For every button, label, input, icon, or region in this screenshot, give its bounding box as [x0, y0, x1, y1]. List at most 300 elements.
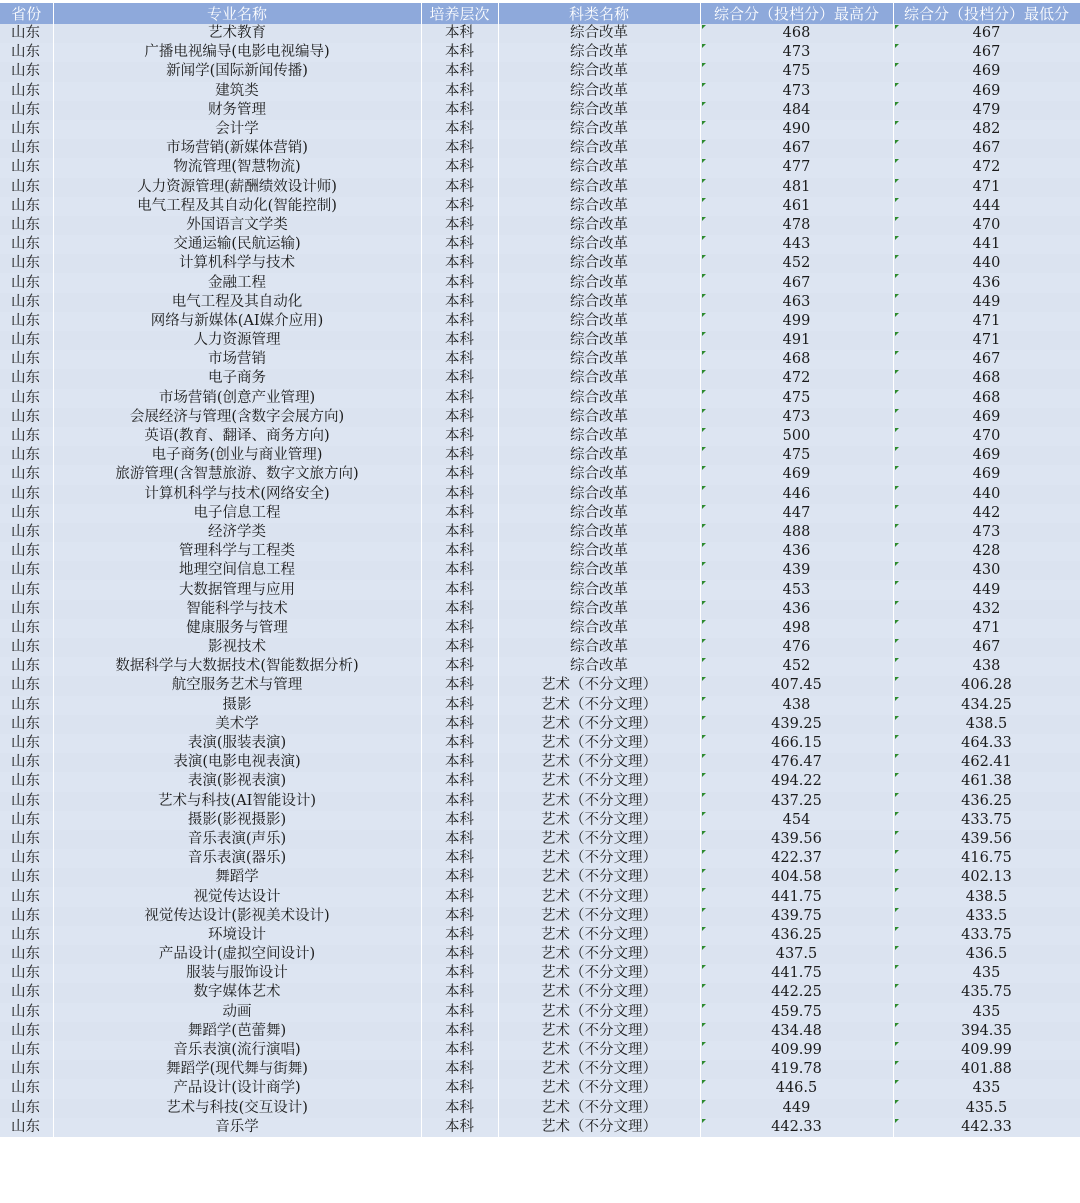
cell-major[interactable]: 环境设计	[53, 926, 421, 945]
cell-category[interactable]: 综合改革	[498, 293, 700, 312]
cell-level[interactable]: 本科	[421, 945, 498, 964]
cell-category[interactable]: 综合改革	[498, 369, 700, 388]
cell-category[interactable]: 艺术（不分文理）	[498, 926, 700, 945]
cell-major[interactable]: 计算机科学与技术	[53, 254, 421, 273]
cell-level[interactable]: 本科	[421, 638, 498, 657]
cell-major[interactable]: 摄影(影视摄影)	[53, 811, 421, 830]
cell-max-score[interactable]: 467	[700, 273, 893, 292]
cell-max-score[interactable]: 441.75	[700, 964, 893, 983]
cell-province[interactable]: 山东	[0, 945, 53, 964]
cell-category[interactable]: 综合改革	[498, 235, 700, 254]
cell-province[interactable]: 山东	[0, 446, 53, 465]
cell-category[interactable]: 艺术（不分文理）	[498, 792, 700, 811]
cell-level[interactable]: 本科	[421, 254, 498, 273]
cell-province[interactable]: 山东	[0, 830, 53, 849]
cell-major[interactable]: 摄影	[53, 696, 421, 715]
cell-level[interactable]: 本科	[421, 43, 498, 62]
cell-max-score[interactable]: 488	[700, 523, 893, 542]
cell-max-score[interactable]: 466.15	[700, 734, 893, 753]
cell-level[interactable]: 本科	[421, 465, 498, 484]
cell-category[interactable]: 艺术（不分文理）	[498, 945, 700, 964]
cell-category[interactable]: 艺术（不分文理）	[498, 1060, 700, 1079]
cell-min-score[interactable]: 436.5	[893, 945, 1080, 964]
cell-level[interactable]: 本科	[421, 964, 498, 983]
cell-category[interactable]: 艺术（不分文理）	[498, 1041, 700, 1060]
cell-category[interactable]: 艺术（不分文理）	[498, 1099, 700, 1118]
cell-min-score[interactable]: 402.13	[893, 868, 1080, 887]
cell-major[interactable]: 电子信息工程	[53, 504, 421, 523]
cell-level[interactable]: 本科	[421, 715, 498, 734]
cell-major[interactable]: 市场营销(创意产业管理)	[53, 389, 421, 408]
cell-level[interactable]: 本科	[421, 983, 498, 1002]
cell-level[interactable]: 本科	[421, 504, 498, 523]
cell-min-score[interactable]: 467	[893, 350, 1080, 369]
cell-major[interactable]: 物流管理(智慧物流)	[53, 158, 421, 177]
cell-category[interactable]: 艺术（不分文理）	[498, 964, 700, 983]
cell-category[interactable]: 综合改革	[498, 638, 700, 657]
cell-level[interactable]: 本科	[421, 561, 498, 580]
cell-major[interactable]: 数字媒体艺术	[53, 983, 421, 1002]
cell-category[interactable]: 艺术（不分文理）	[498, 715, 700, 734]
cell-province[interactable]: 山东	[0, 235, 53, 254]
cell-category[interactable]: 综合改革	[498, 389, 700, 408]
cell-min-score[interactable]: 438	[893, 657, 1080, 676]
cell-province[interactable]: 山东	[0, 1099, 53, 1118]
cell-max-score[interactable]: 409.99	[700, 1041, 893, 1060]
header-level[interactable]: 培养层次	[421, 3, 498, 24]
cell-province[interactable]: 山东	[0, 178, 53, 197]
cell-min-score[interactable]: 470	[893, 216, 1080, 235]
cell-max-score[interactable]: 459.75	[700, 1003, 893, 1022]
cell-min-score[interactable]: 469	[893, 465, 1080, 484]
cell-major[interactable]: 数据科学与大数据技术(智能数据分析)	[53, 657, 421, 676]
cell-max-score[interactable]: 475	[700, 62, 893, 81]
cell-province[interactable]: 山东	[0, 772, 53, 791]
cell-province[interactable]: 山东	[0, 638, 53, 657]
cell-category[interactable]: 综合改革	[498, 62, 700, 81]
cell-min-score[interactable]: 416.75	[893, 849, 1080, 868]
cell-major[interactable]: 艺术与科技(交互设计)	[53, 1099, 421, 1118]
cell-major[interactable]: 电子商务	[53, 369, 421, 388]
cell-min-score[interactable]: 394.35	[893, 1022, 1080, 1041]
cell-max-score[interactable]: 475	[700, 446, 893, 465]
cell-level[interactable]: 本科	[421, 408, 498, 427]
cell-max-score[interactable]: 436.25	[700, 926, 893, 945]
cell-major[interactable]: 影视技术	[53, 638, 421, 657]
cell-category[interactable]: 综合改革	[498, 24, 700, 43]
cell-level[interactable]: 本科	[421, 1022, 498, 1041]
cell-min-score[interactable]: 432	[893, 600, 1080, 619]
cell-category[interactable]: 综合改革	[498, 216, 700, 235]
cell-min-score[interactable]: 464.33	[893, 734, 1080, 753]
cell-min-score[interactable]: 440	[893, 254, 1080, 273]
cell-level[interactable]: 本科	[421, 542, 498, 561]
cell-max-score[interactable]: 422.37	[700, 849, 893, 868]
cell-min-score[interactable]: 435	[893, 964, 1080, 983]
cell-province[interactable]: 山东	[0, 408, 53, 427]
cell-level[interactable]: 本科	[421, 734, 498, 753]
cell-province[interactable]: 山东	[0, 504, 53, 523]
cell-province[interactable]: 山东	[0, 216, 53, 235]
cell-level[interactable]: 本科	[421, 1118, 498, 1137]
cell-level[interactable]: 本科	[421, 158, 498, 177]
cell-level[interactable]: 本科	[421, 1041, 498, 1060]
cell-major[interactable]: 新闻学(国际新闻传播)	[53, 62, 421, 81]
cell-max-score[interactable]: 439.56	[700, 830, 893, 849]
cell-min-score[interactable]: 467	[893, 24, 1080, 43]
cell-major[interactable]: 艺术教育	[53, 24, 421, 43]
cell-level[interactable]: 本科	[421, 868, 498, 887]
cell-level[interactable]: 本科	[421, 293, 498, 312]
cell-category[interactable]: 艺术（不分文理）	[498, 772, 700, 791]
cell-category[interactable]: 艺术（不分文理）	[498, 1118, 700, 1137]
cell-min-score[interactable]: 471	[893, 619, 1080, 638]
cell-major[interactable]: 电子商务(创业与商业管理)	[53, 446, 421, 465]
cell-province[interactable]: 山东	[0, 485, 53, 504]
cell-min-score[interactable]: 430	[893, 561, 1080, 580]
cell-province[interactable]: 山东	[0, 62, 53, 81]
cell-major[interactable]: 视觉传达设计	[53, 887, 421, 906]
cell-min-score[interactable]: 479	[893, 101, 1080, 120]
cell-province[interactable]: 山东	[0, 926, 53, 945]
cell-major[interactable]: 大数据管理与应用	[53, 580, 421, 599]
header-province[interactable]: 省份	[0, 3, 53, 24]
cell-province[interactable]: 山东	[0, 1003, 53, 1022]
cell-level[interactable]: 本科	[421, 273, 498, 292]
cell-max-score[interactable]: 438	[700, 696, 893, 715]
cell-province[interactable]: 山东	[0, 254, 53, 273]
cell-category[interactable]: 综合改革	[498, 561, 700, 580]
cell-min-score[interactable]: 433.5	[893, 907, 1080, 926]
cell-province[interactable]: 山东	[0, 849, 53, 868]
cell-major[interactable]: 交通运输(民航运输)	[53, 235, 421, 254]
cell-province[interactable]: 山东	[0, 561, 53, 580]
cell-level[interactable]: 本科	[421, 331, 498, 350]
cell-max-score[interactable]: 439.25	[700, 715, 893, 734]
cell-major[interactable]: 会计学	[53, 120, 421, 139]
cell-category[interactable]: 综合改革	[498, 254, 700, 273]
cell-min-score[interactable]: 401.88	[893, 1060, 1080, 1079]
cell-major[interactable]: 市场营销(新媒体营销)	[53, 139, 421, 158]
cell-province[interactable]: 山东	[0, 964, 53, 983]
cell-level[interactable]: 本科	[421, 849, 498, 868]
cell-category[interactable]: 艺术（不分文理）	[498, 676, 700, 695]
cell-major[interactable]: 人力资源管理	[53, 331, 421, 350]
cell-max-score[interactable]: 478	[700, 216, 893, 235]
cell-category[interactable]: 综合改革	[498, 523, 700, 542]
cell-min-score[interactable]: 472	[893, 158, 1080, 177]
cell-province[interactable]: 山东	[0, 158, 53, 177]
cell-category[interactable]: 综合改革	[498, 619, 700, 638]
cell-province[interactable]: 山东	[0, 1060, 53, 1079]
cell-province[interactable]: 山东	[0, 542, 53, 561]
cell-min-score[interactable]: 471	[893, 178, 1080, 197]
cell-level[interactable]: 本科	[421, 120, 498, 139]
cell-major[interactable]: 会展经济与管理(含数字会展方向)	[53, 408, 421, 427]
cell-max-score[interactable]: 443	[700, 235, 893, 254]
cell-province[interactable]: 山东	[0, 983, 53, 1002]
cell-max-score[interactable]: 449	[700, 1099, 893, 1118]
cell-province[interactable]: 山东	[0, 101, 53, 120]
header-category[interactable]: 科类名称	[498, 3, 700, 24]
cell-max-score[interactable]: 404.58	[700, 868, 893, 887]
cell-category[interactable]: 综合改革	[498, 446, 700, 465]
cell-max-score[interactable]: 447	[700, 504, 893, 523]
cell-level[interactable]: 本科	[421, 369, 498, 388]
cell-category[interactable]: 综合改革	[498, 82, 700, 101]
cell-level[interactable]: 本科	[421, 811, 498, 830]
cell-category[interactable]: 综合改革	[498, 485, 700, 504]
cell-max-score[interactable]: 446	[700, 485, 893, 504]
cell-max-score[interactable]: 453	[700, 580, 893, 599]
cell-max-score[interactable]: 476.47	[700, 753, 893, 772]
cell-max-score[interactable]: 407.45	[700, 676, 893, 695]
cell-level[interactable]: 本科	[421, 887, 498, 906]
cell-level[interactable]: 本科	[421, 926, 498, 945]
cell-min-score[interactable]: 435.75	[893, 983, 1080, 1002]
cell-level[interactable]: 本科	[421, 62, 498, 81]
cell-province[interactable]: 山东	[0, 24, 53, 43]
header-max-score[interactable]: 综合分（投档分）最高分	[700, 3, 893, 24]
cell-major[interactable]: 表演(服装表演)	[53, 734, 421, 753]
cell-max-score[interactable]: 468	[700, 24, 893, 43]
cell-min-score[interactable]: 468	[893, 369, 1080, 388]
cell-major[interactable]: 英语(教育、翻译、商务方向)	[53, 427, 421, 446]
cell-province[interactable]: 山东	[0, 139, 53, 158]
cell-max-score[interactable]: 481	[700, 178, 893, 197]
cell-province[interactable]: 山东	[0, 1079, 53, 1098]
cell-major[interactable]: 产品设计(虚拟空间设计)	[53, 945, 421, 964]
cell-category[interactable]: 综合改革	[498, 408, 700, 427]
cell-level[interactable]: 本科	[421, 427, 498, 446]
cell-level[interactable]: 本科	[421, 600, 498, 619]
cell-major[interactable]: 旅游管理(含智慧旅游、数字文旅方向)	[53, 465, 421, 484]
header-min-score[interactable]: 综合分（投档分）最低分	[893, 3, 1080, 24]
cell-min-score[interactable]: 467	[893, 43, 1080, 62]
cell-min-score[interactable]: 436	[893, 273, 1080, 292]
cell-level[interactable]: 本科	[421, 101, 498, 120]
cell-major[interactable]: 表演(影视表演)	[53, 772, 421, 791]
cell-category[interactable]: 艺术（不分文理）	[498, 887, 700, 906]
cell-category[interactable]: 综合改革	[498, 158, 700, 177]
cell-province[interactable]: 山东	[0, 82, 53, 101]
cell-province[interactable]: 山东	[0, 197, 53, 216]
header-major[interactable]: 专业名称	[53, 3, 421, 24]
cell-category[interactable]: 综合改革	[498, 312, 700, 331]
cell-province[interactable]: 山东	[0, 676, 53, 695]
cell-level[interactable]: 本科	[421, 907, 498, 926]
cell-major[interactable]: 音乐表演(器乐)	[53, 849, 421, 868]
cell-major[interactable]: 财务管理	[53, 101, 421, 120]
cell-province[interactable]: 山东	[0, 389, 53, 408]
cell-category[interactable]: 艺术（不分文理）	[498, 753, 700, 772]
cell-major[interactable]: 市场营销	[53, 350, 421, 369]
cell-major[interactable]: 管理科学与工程类	[53, 542, 421, 561]
cell-max-score[interactable]: 473	[700, 82, 893, 101]
cell-major[interactable]: 建筑类	[53, 82, 421, 101]
cell-major[interactable]: 音乐表演(声乐)	[53, 830, 421, 849]
cell-max-score[interactable]: 468	[700, 350, 893, 369]
cell-level[interactable]: 本科	[421, 657, 498, 676]
cell-max-score[interactable]: 463	[700, 293, 893, 312]
cell-min-score[interactable]: 442	[893, 504, 1080, 523]
cell-major[interactable]: 健康服务与管理	[53, 619, 421, 638]
cell-major[interactable]: 表演(电影电视表演)	[53, 753, 421, 772]
cell-min-score[interactable]: 462.41	[893, 753, 1080, 772]
cell-max-score[interactable]: 437.25	[700, 792, 893, 811]
cell-level[interactable]: 本科	[421, 446, 498, 465]
cell-max-score[interactable]: 461	[700, 197, 893, 216]
cell-max-score[interactable]: 475	[700, 389, 893, 408]
cell-level[interactable]: 本科	[421, 619, 498, 638]
cell-max-score[interactable]: 490	[700, 120, 893, 139]
cell-level[interactable]: 本科	[421, 1060, 498, 1079]
cell-min-score[interactable]: 439.56	[893, 830, 1080, 849]
cell-category[interactable]: 艺术（不分文理）	[498, 734, 700, 753]
cell-major[interactable]: 金融工程	[53, 273, 421, 292]
cell-min-score[interactable]: 428	[893, 542, 1080, 561]
cell-max-score[interactable]: 446.5	[700, 1079, 893, 1098]
cell-min-score[interactable]: 409.99	[893, 1041, 1080, 1060]
cell-major[interactable]: 智能科学与技术	[53, 600, 421, 619]
cell-level[interactable]: 本科	[421, 312, 498, 331]
cell-max-score[interactable]: 494.22	[700, 772, 893, 791]
cell-max-score[interactable]: 439.75	[700, 907, 893, 926]
cell-max-score[interactable]: 467	[700, 139, 893, 158]
cell-min-score[interactable]: 471	[893, 331, 1080, 350]
cell-min-score[interactable]: 406.28	[893, 676, 1080, 695]
cell-max-score[interactable]: 500	[700, 427, 893, 446]
cell-province[interactable]: 山东	[0, 331, 53, 350]
cell-major[interactable]: 地理空间信息工程	[53, 561, 421, 580]
cell-min-score[interactable]: 449	[893, 293, 1080, 312]
cell-province[interactable]: 山东	[0, 734, 53, 753]
cell-level[interactable]: 本科	[421, 197, 498, 216]
cell-category[interactable]: 综合改革	[498, 350, 700, 369]
cell-min-score[interactable]: 435	[893, 1079, 1080, 1098]
cell-category[interactable]: 综合改革	[498, 657, 700, 676]
cell-province[interactable]: 山东	[0, 657, 53, 676]
cell-province[interactable]: 山东	[0, 465, 53, 484]
cell-max-score[interactable]: 469	[700, 465, 893, 484]
cell-category[interactable]: 艺术（不分文理）	[498, 983, 700, 1002]
cell-max-score[interactable]: 436	[700, 600, 893, 619]
cell-major[interactable]: 计算机科学与技术(网络安全)	[53, 485, 421, 504]
cell-province[interactable]: 山东	[0, 696, 53, 715]
cell-min-score[interactable]: 461.38	[893, 772, 1080, 791]
cell-min-score[interactable]: 440	[893, 485, 1080, 504]
cell-province[interactable]: 山东	[0, 1041, 53, 1060]
cell-min-score[interactable]: 436.25	[893, 792, 1080, 811]
cell-province[interactable]: 山东	[0, 350, 53, 369]
cell-province[interactable]: 山东	[0, 312, 53, 331]
cell-category[interactable]: 艺术（不分文理）	[498, 830, 700, 849]
cell-level[interactable]: 本科	[421, 24, 498, 43]
cell-level[interactable]: 本科	[421, 772, 498, 791]
cell-category[interactable]: 综合改革	[498, 139, 700, 158]
cell-min-score[interactable]: 444	[893, 197, 1080, 216]
cell-min-score[interactable]: 469	[893, 62, 1080, 81]
cell-province[interactable]: 山东	[0, 273, 53, 292]
cell-province[interactable]: 山东	[0, 1118, 53, 1137]
cell-category[interactable]: 综合改革	[498, 427, 700, 446]
cell-major[interactable]: 外国语言文学类	[53, 216, 421, 235]
cell-min-score[interactable]: 471	[893, 312, 1080, 331]
cell-max-score[interactable]: 441.75	[700, 887, 893, 906]
cell-max-score[interactable]: 437.5	[700, 945, 893, 964]
cell-level[interactable]: 本科	[421, 178, 498, 197]
cell-province[interactable]: 山东	[0, 753, 53, 772]
cell-max-score[interactable]: 442.33	[700, 1118, 893, 1137]
cell-min-score[interactable]: 468	[893, 389, 1080, 408]
cell-max-score[interactable]: 477	[700, 158, 893, 177]
cell-level[interactable]: 本科	[421, 792, 498, 811]
cell-level[interactable]: 本科	[421, 830, 498, 849]
cell-max-score[interactable]: 439	[700, 561, 893, 580]
cell-category[interactable]: 综合改革	[498, 580, 700, 599]
cell-max-score[interactable]: 499	[700, 312, 893, 331]
cell-category[interactable]: 艺术（不分文理）	[498, 696, 700, 715]
cell-province[interactable]: 山东	[0, 907, 53, 926]
cell-province[interactable]: 山东	[0, 523, 53, 542]
cell-major[interactable]: 舞蹈学(芭蕾舞)	[53, 1022, 421, 1041]
cell-level[interactable]: 本科	[421, 523, 498, 542]
cell-level[interactable]: 本科	[421, 753, 498, 772]
cell-max-score[interactable]: 434.48	[700, 1022, 893, 1041]
cell-min-score[interactable]: 433.75	[893, 926, 1080, 945]
cell-major[interactable]: 服装与服饰设计	[53, 964, 421, 983]
cell-province[interactable]: 山东	[0, 1022, 53, 1041]
cell-max-score[interactable]: 476	[700, 638, 893, 657]
cell-category[interactable]: 综合改革	[498, 504, 700, 523]
cell-category[interactable]: 艺术（不分文理）	[498, 907, 700, 926]
cell-province[interactable]: 山东	[0, 715, 53, 734]
cell-max-score[interactable]: 436	[700, 542, 893, 561]
cell-major[interactable]: 音乐学	[53, 1118, 421, 1137]
cell-min-score[interactable]: 438.5	[893, 887, 1080, 906]
cell-category[interactable]: 综合改革	[498, 43, 700, 62]
cell-category[interactable]: 综合改革	[498, 331, 700, 350]
cell-province[interactable]: 山东	[0, 580, 53, 599]
cell-min-score[interactable]: 467	[893, 638, 1080, 657]
cell-max-score[interactable]: 484	[700, 101, 893, 120]
cell-category[interactable]: 艺术（不分文理）	[498, 1079, 700, 1098]
cell-min-score[interactable]: 470	[893, 427, 1080, 446]
cell-province[interactable]: 山东	[0, 887, 53, 906]
cell-major[interactable]: 网络与新媒体(AI媒介应用)	[53, 312, 421, 331]
cell-major[interactable]: 音乐表演(流行演唱)	[53, 1041, 421, 1060]
cell-min-score[interactable]: 441	[893, 235, 1080, 254]
cell-province[interactable]: 山东	[0, 792, 53, 811]
cell-max-score[interactable]: 473	[700, 408, 893, 427]
cell-level[interactable]: 本科	[421, 389, 498, 408]
cell-major[interactable]: 产品设计(设计商学)	[53, 1079, 421, 1098]
cell-province[interactable]: 山东	[0, 619, 53, 638]
cell-min-score[interactable]: 469	[893, 446, 1080, 465]
cell-category[interactable]: 艺术（不分文理）	[498, 1003, 700, 1022]
cell-min-score[interactable]: 433.75	[893, 811, 1080, 830]
cell-category[interactable]: 综合改革	[498, 120, 700, 139]
cell-level[interactable]: 本科	[421, 216, 498, 235]
cell-major[interactable]: 动画	[53, 1003, 421, 1022]
cell-level[interactable]: 本科	[421, 82, 498, 101]
cell-category[interactable]: 艺术（不分文理）	[498, 1022, 700, 1041]
cell-major[interactable]: 美术学	[53, 715, 421, 734]
cell-category[interactable]: 综合改革	[498, 465, 700, 484]
cell-major[interactable]: 电气工程及其自动化(智能控制)	[53, 197, 421, 216]
cell-max-score[interactable]: 498	[700, 619, 893, 638]
cell-min-score[interactable]: 469	[893, 82, 1080, 101]
